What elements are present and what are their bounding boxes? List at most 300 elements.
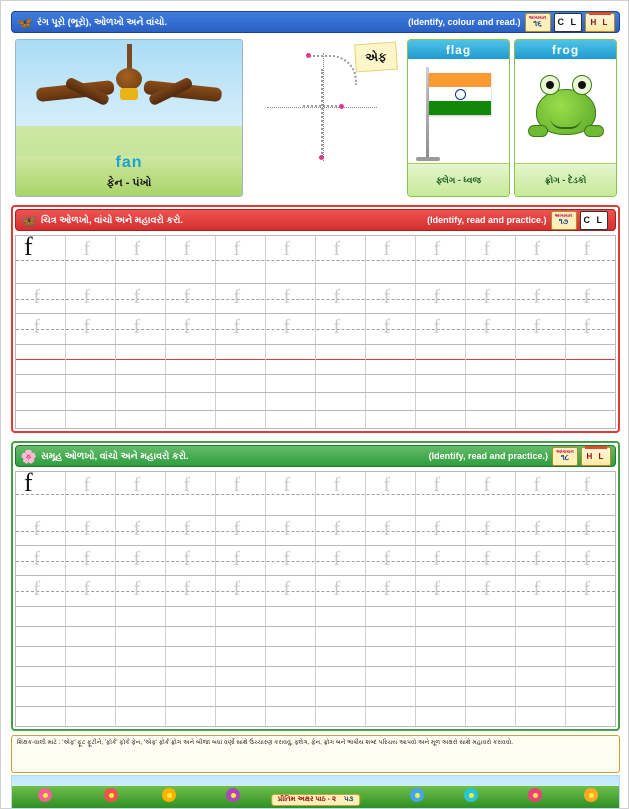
- trace-cell[interactable]: [366, 576, 416, 605]
- practice-row[interactable]: [16, 706, 616, 726]
- teacher-parent-note: [11, 735, 620, 773]
- blank-cell[interactable]: [316, 647, 366, 666]
- flower-icon: [226, 788, 240, 802]
- trace-cell[interactable]: [566, 236, 615, 283]
- row-cells: [16, 232, 615, 283]
- trace-cell[interactable]: [466, 284, 516, 313]
- blank-cell[interactable]: [316, 375, 366, 392]
- blank-cell[interactable]: [516, 411, 566, 428]
- trace-cell[interactable]: [566, 472, 615, 515]
- trace-cell[interactable]: [416, 546, 466, 575]
- trace-cell[interactable]: [466, 236, 516, 283]
- trace-cell[interactable]: [16, 314, 66, 343]
- blank-cell[interactable]: [16, 345, 66, 374]
- practice-row[interactable]: [16, 576, 616, 606]
- section1-hl-chip: H L: [585, 13, 615, 32]
- blank-cell[interactable]: [66, 607, 116, 626]
- blank-cell[interactable]: [466, 411, 516, 428]
- trace-cell[interactable]: [566, 516, 615, 545]
- trace-cell[interactable]: [16, 546, 66, 575]
- trace-cell[interactable]: [566, 576, 615, 605]
- section1-body: [11, 37, 620, 199]
- practice-row[interactable]: [16, 516, 616, 546]
- trace-cell[interactable]: [316, 284, 366, 313]
- blank-cell[interactable]: [66, 393, 116, 410]
- trace-cell[interactable]: [416, 284, 466, 313]
- blank-cell[interactable]: [566, 607, 615, 626]
- blank-cell[interactable]: [566, 707, 615, 726]
- trace-cell[interactable]: [366, 546, 416, 575]
- table-row[interactable]: [16, 410, 616, 428]
- blank-cell[interactable]: [66, 411, 116, 428]
- blank-cell[interactable]: [66, 345, 116, 374]
- frog-eye-right: [572, 75, 592, 95]
- trace-cell[interactable]: [516, 516, 566, 545]
- blank-cell[interactable]: [366, 345, 416, 374]
- trace-letter: f: [133, 548, 141, 571]
- trace-cell[interactable]: [216, 472, 266, 515]
- table-row[interactable]: [16, 686, 616, 706]
- trace-cell[interactable]: [516, 576, 566, 605]
- blank-cell[interactable]: [116, 667, 166, 686]
- blank-cell[interactable]: [16, 687, 66, 706]
- trace-cell[interactable]: [166, 284, 216, 313]
- blank-cell[interactable]: [516, 667, 566, 686]
- trace-letter: f: [383, 238, 391, 260]
- trace-cell[interactable]: [316, 546, 366, 575]
- trace-cell[interactable]: [66, 284, 116, 313]
- flower-icon: [104, 788, 118, 802]
- trace-cell[interactable]: [316, 236, 366, 283]
- row-cells: [16, 647, 615, 666]
- trace-letter: f: [33, 548, 41, 571]
- practice-row[interactable]: [16, 626, 616, 646]
- blank-cell[interactable]: [366, 411, 416, 428]
- trace-cell[interactable]: [166, 472, 216, 515]
- trace-cell[interactable]: [466, 576, 516, 605]
- crossbar-dot: [339, 104, 344, 109]
- blank-cell[interactable]: [16, 607, 66, 626]
- blank-cell[interactable]: [266, 411, 316, 428]
- blank-cell[interactable]: [216, 707, 266, 726]
- blank-cell[interactable]: [266, 647, 316, 666]
- trace-cell[interactable]: [516, 284, 566, 313]
- row-cells: [16, 375, 615, 392]
- trace-cell[interactable]: [416, 314, 466, 343]
- trace-letter: f: [333, 238, 341, 260]
- trace-letter: f: [83, 518, 91, 541]
- blank-cell[interactable]: [366, 647, 416, 666]
- blank-cell[interactable]: [216, 375, 266, 392]
- word-card-flag-title: flag: [445, 42, 472, 57]
- trace-cell[interactable]: [366, 236, 416, 283]
- trace-letter: f: [533, 474, 541, 496]
- word-card-flag-caption-bar: [408, 163, 509, 196]
- trace-cell[interactable]: [316, 516, 366, 545]
- blank-cell[interactable]: [416, 707, 466, 726]
- blank-cell[interactable]: [516, 607, 566, 626]
- trace-cell[interactable]: [266, 284, 316, 313]
- section3-page-chip: [552, 447, 578, 466]
- blank-cell[interactable]: [566, 647, 615, 666]
- trace-cell[interactable]: [566, 284, 615, 313]
- blank-cell[interactable]: [266, 393, 316, 410]
- blank-cell[interactable]: [316, 345, 366, 374]
- trace-cell[interactable]: [316, 472, 366, 515]
- blank-cell[interactable]: [166, 607, 216, 626]
- trace-cell[interactable]: [266, 314, 316, 343]
- blank-cell[interactable]: [316, 667, 366, 686]
- trace-cell[interactable]: [116, 314, 166, 343]
- flower-icon: [38, 788, 52, 802]
- trace-cell[interactable]: [116, 236, 166, 283]
- trace-cell[interactable]: [216, 576, 266, 605]
- blank-cell[interactable]: [316, 411, 366, 428]
- table-row[interactable]: [16, 606, 616, 626]
- trace-cell[interactable]: [416, 236, 466, 283]
- trace-cell[interactable]: [266, 546, 316, 575]
- table-row[interactable]: [16, 546, 616, 576]
- blank-cell[interactable]: [416, 345, 466, 374]
- fan-hub: [116, 68, 142, 90]
- practice-row[interactable]: [16, 284, 616, 314]
- letter-name-note: એફ: [354, 42, 398, 73]
- trace-letter: f: [133, 286, 141, 309]
- blank-cell[interactable]: [266, 607, 316, 626]
- trace-cell[interactable]: [216, 236, 266, 283]
- blank-cell[interactable]: [516, 393, 566, 410]
- blank-cell[interactable]: [566, 627, 615, 646]
- table-row[interactable]: [16, 374, 616, 392]
- table-row[interactable]: [16, 314, 616, 344]
- table-row[interactable]: [16, 646, 616, 666]
- blank-cell[interactable]: [566, 375, 615, 392]
- trace-letter: f: [333, 548, 341, 571]
- trace-cell[interactable]: [66, 576, 116, 605]
- blank-cell[interactable]: [216, 393, 266, 410]
- trace-cell[interactable]: [366, 284, 416, 313]
- practice-row[interactable]: [16, 686, 616, 706]
- trace-cell[interactable]: [516, 546, 566, 575]
- blank-cell[interactable]: [566, 411, 615, 428]
- section2-instruction-gujarati: ચિત્ર ઓળખો, વાંચો અને મહાવરો કરો.: [41, 214, 184, 226]
- trace-cell[interactable]: [166, 314, 216, 343]
- blank-cell[interactable]: [366, 627, 416, 646]
- trace-letter: f: [183, 548, 191, 571]
- blank-cell[interactable]: [166, 345, 216, 374]
- blank-cell[interactable]: [416, 375, 466, 392]
- table-row[interactable]: [16, 472, 616, 516]
- trace-letter: f: [533, 238, 541, 260]
- blank-cell[interactable]: [116, 627, 166, 646]
- table-row[interactable]: [16, 626, 616, 646]
- blank-cell[interactable]: [16, 393, 66, 410]
- trace-letter: f: [183, 518, 191, 541]
- trace-cell[interactable]: [216, 314, 266, 343]
- trace-cell[interactable]: [216, 516, 266, 545]
- blank-cell[interactable]: [366, 667, 416, 686]
- blank-cell[interactable]: [316, 393, 366, 410]
- blank-cell[interactable]: [116, 393, 166, 410]
- practice-row[interactable]: [16, 666, 616, 686]
- blank-cell[interactable]: [216, 411, 266, 428]
- table-row[interactable]: [16, 344, 616, 374]
- blank-cell[interactable]: [166, 707, 216, 726]
- blank-cell[interactable]: [16, 375, 66, 392]
- blank-cell[interactable]: [66, 707, 116, 726]
- blank-cell[interactable]: [466, 375, 516, 392]
- trace-cell[interactable]: [366, 516, 416, 545]
- trace-cell[interactable]: [216, 284, 266, 313]
- blank-cell[interactable]: [266, 667, 316, 686]
- blank-cell[interactable]: [366, 707, 416, 726]
- trace-cell[interactable]: [466, 546, 516, 575]
- trace-cell[interactable]: [266, 472, 316, 515]
- section2-page-chip-number: ૧૭: [558, 217, 569, 227]
- blank-cell[interactable]: [466, 345, 516, 374]
- trace-cell[interactable]: [566, 314, 615, 343]
- frog-leg-left: [528, 125, 548, 137]
- blank-cell[interactable]: [216, 687, 266, 706]
- trace-cell[interactable]: [66, 516, 116, 545]
- blank-cell[interactable]: [66, 687, 116, 706]
- blank-cell[interactable]: [416, 687, 466, 706]
- trace-cell[interactable]: [416, 516, 466, 545]
- practice-row[interactable]: [16, 314, 616, 344]
- practice-row-model[interactable]: [16, 468, 616, 516]
- table-row[interactable]: [16, 392, 616, 410]
- trace-letter: f: [483, 518, 491, 541]
- row-cells: [16, 627, 615, 646]
- blank-cell[interactable]: [316, 607, 366, 626]
- trace-cell[interactable]: [166, 516, 216, 545]
- trace-cell[interactable]: [116, 576, 166, 605]
- flower-icon: [584, 788, 598, 802]
- section2-practice-grid[interactable]: [15, 232, 616, 429]
- blank-cell[interactable]: [516, 707, 566, 726]
- trace-cell[interactable]: [366, 314, 416, 343]
- trace-cell[interactable]: [216, 546, 266, 575]
- blank-cell[interactable]: [116, 375, 166, 392]
- trace-cell[interactable]: [16, 284, 66, 313]
- blank-cell[interactable]: [316, 687, 366, 706]
- trace-cell[interactable]: [166, 236, 216, 283]
- trace-cell[interactable]: [166, 576, 216, 605]
- trace-cell[interactable]: [166, 546, 216, 575]
- blank-cell[interactable]: [566, 393, 615, 410]
- trace-letter: f: [283, 474, 291, 496]
- blank-cell[interactable]: [316, 707, 366, 726]
- blank-cell[interactable]: [16, 667, 66, 686]
- blank-cell[interactable]: [266, 627, 316, 646]
- trace-cell[interactable]: [466, 516, 516, 545]
- trace-cell[interactable]: [316, 314, 366, 343]
- trace-cell[interactable]: [16, 516, 66, 545]
- trace-cell[interactable]: [116, 284, 166, 313]
- trace-cell[interactable]: [266, 516, 316, 545]
- blank-cell[interactable]: [116, 647, 166, 666]
- blank-cell[interactable]: [366, 687, 416, 706]
- blank-cell[interactable]: [566, 345, 615, 374]
- blank-cell[interactable]: [116, 607, 166, 626]
- trace-cell[interactable]: [116, 472, 166, 515]
- blank-cell[interactable]: [416, 647, 466, 666]
- blank-cell[interactable]: [466, 687, 516, 706]
- blank-cell[interactable]: [316, 627, 366, 646]
- practice-row[interactable]: [16, 606, 616, 626]
- table-row[interactable]: [16, 576, 616, 606]
- blank-cell[interactable]: [216, 345, 266, 374]
- blank-cell[interactable]: [566, 667, 615, 686]
- model-letter-cell[interactable]: [16, 468, 66, 515]
- trace-cell[interactable]: [516, 472, 566, 515]
- table-row[interactable]: [16, 706, 616, 726]
- blank-cell[interactable]: [166, 411, 216, 428]
- row-cells: [16, 345, 615, 374]
- blank-cell[interactable]: [166, 393, 216, 410]
- trace-letter: f: [483, 548, 491, 571]
- blank-cell[interactable]: [166, 627, 216, 646]
- section1-instruction-gujarati: રંગ પૂરો (ભૂરો), ઓળખો અને વાંચો.: [37, 16, 167, 28]
- blank-cell[interactable]: [66, 667, 116, 686]
- trace-letter: f: [583, 518, 591, 541]
- trace-cell[interactable]: [316, 576, 366, 605]
- blank-cell[interactable]: [366, 375, 416, 392]
- trace-cell[interactable]: [266, 576, 316, 605]
- blank-cell[interactable]: [466, 627, 516, 646]
- blank-cell[interactable]: [116, 345, 166, 374]
- trace-letter: f: [183, 578, 191, 601]
- practice-row[interactable]: [16, 646, 616, 666]
- blank-cell[interactable]: [16, 647, 66, 666]
- trace-letter: f: [483, 578, 491, 601]
- blank-cell[interactable]: [266, 707, 316, 726]
- fan-cap: [120, 88, 138, 100]
- trace-cell[interactable]: [66, 472, 116, 515]
- model-letter-cell[interactable]: [16, 232, 66, 283]
- trace-letter: f: [83, 316, 91, 339]
- blank-cell[interactable]: [366, 393, 416, 410]
- trace-cell[interactable]: [466, 472, 516, 515]
- trace-letter: f: [133, 316, 141, 339]
- end-dot: [319, 155, 324, 160]
- blank-cell[interactable]: [66, 375, 116, 392]
- trace-cell[interactable]: [266, 236, 316, 283]
- blank-cell[interactable]: [166, 647, 216, 666]
- practice-row[interactable]: [16, 374, 616, 392]
- blank-cell[interactable]: [16, 627, 66, 646]
- blank-cell[interactable]: [216, 607, 266, 626]
- row-guides: [16, 232, 615, 283]
- blank-cell[interactable]: [416, 411, 466, 428]
- trace-cell[interactable]: [116, 516, 166, 545]
- trace-cell[interactable]: [566, 546, 615, 575]
- blank-cell[interactable]: [216, 667, 266, 686]
- table-row[interactable]: [16, 666, 616, 686]
- blank-cell[interactable]: [266, 375, 316, 392]
- blank-cell[interactable]: [466, 667, 516, 686]
- fan-word-english: fan: [115, 154, 143, 171]
- blank-cell[interactable]: [416, 607, 466, 626]
- blank-cell[interactable]: [566, 687, 615, 706]
- blank-cell[interactable]: [216, 647, 266, 666]
- blank-cell[interactable]: [516, 627, 566, 646]
- blank-cell[interactable]: [16, 411, 66, 428]
- table-row[interactable]: [16, 516, 616, 546]
- butterfly-icon: 🦋: [20, 212, 38, 228]
- section2-header: [15, 209, 616, 231]
- blank-cell[interactable]: [116, 687, 166, 706]
- trace-letter: f: [433, 578, 441, 601]
- blank-cell[interactable]: [266, 345, 316, 374]
- blank-cell[interactable]: [66, 647, 116, 666]
- trace-letter: f: [333, 578, 341, 601]
- section3-practice-grid[interactable]: [15, 468, 616, 727]
- blank-cell[interactable]: [266, 687, 316, 706]
- blank-cell[interactable]: [416, 667, 466, 686]
- blank-cell[interactable]: [516, 687, 566, 706]
- trace-cell[interactable]: [516, 236, 566, 283]
- practice-row[interactable]: [16, 392, 616, 410]
- blank-cell[interactable]: [216, 627, 266, 646]
- trace-letter: f: [383, 518, 391, 541]
- blank-cell[interactable]: [466, 707, 516, 726]
- practice-row[interactable]: [16, 410, 616, 428]
- blank-cell[interactable]: [516, 375, 566, 392]
- blank-cell[interactable]: [166, 375, 216, 392]
- trace-cell[interactable]: [66, 546, 116, 575]
- practice-row[interactable]: [16, 546, 616, 576]
- practice-row-model[interactable]: [16, 232, 616, 284]
- trace-letter: f: [133, 578, 141, 601]
- table-row[interactable]: [16, 236, 616, 284]
- trace-cell[interactable]: [16, 576, 66, 605]
- trace-cell[interactable]: [116, 546, 166, 575]
- trace-letter: f: [233, 518, 241, 541]
- trace-cell[interactable]: [366, 472, 416, 515]
- blank-cell[interactable]: [166, 687, 216, 706]
- trace-cell[interactable]: [416, 472, 466, 515]
- blank-cell[interactable]: [116, 411, 166, 428]
- blank-cell[interactable]: [16, 707, 66, 726]
- trace-cell[interactable]: [66, 236, 116, 283]
- trace-letter: f: [233, 474, 241, 496]
- blank-cell[interactable]: [166, 667, 216, 686]
- row-guides: [16, 516, 615, 545]
- blank-cell[interactable]: [466, 647, 516, 666]
- blank-cell[interactable]: [416, 393, 466, 410]
- trace-letter: f: [283, 518, 291, 541]
- trace-cell[interactable]: [66, 314, 116, 343]
- practice-row[interactable]: [16, 344, 616, 374]
- trace-letter: f: [483, 286, 491, 309]
- trace-cell[interactable]: [466, 314, 516, 343]
- blank-cell[interactable]: [366, 607, 416, 626]
- blank-cell[interactable]: [466, 393, 516, 410]
- table-row[interactable]: [16, 284, 616, 314]
- trace-cell[interactable]: [516, 314, 566, 343]
- blank-cell[interactable]: [416, 627, 466, 646]
- blank-cell[interactable]: [516, 647, 566, 666]
- section1-page-chip-label: અધ્યયન: [528, 14, 547, 20]
- flower-icon: [410, 788, 424, 802]
- india-flag-icon: [408, 59, 509, 163]
- blank-cell[interactable]: [466, 607, 516, 626]
- blank-cell[interactable]: [66, 627, 116, 646]
- trace-cell[interactable]: [416, 576, 466, 605]
- blank-cell[interactable]: [116, 707, 166, 726]
- blank-cell[interactable]: [516, 345, 566, 374]
